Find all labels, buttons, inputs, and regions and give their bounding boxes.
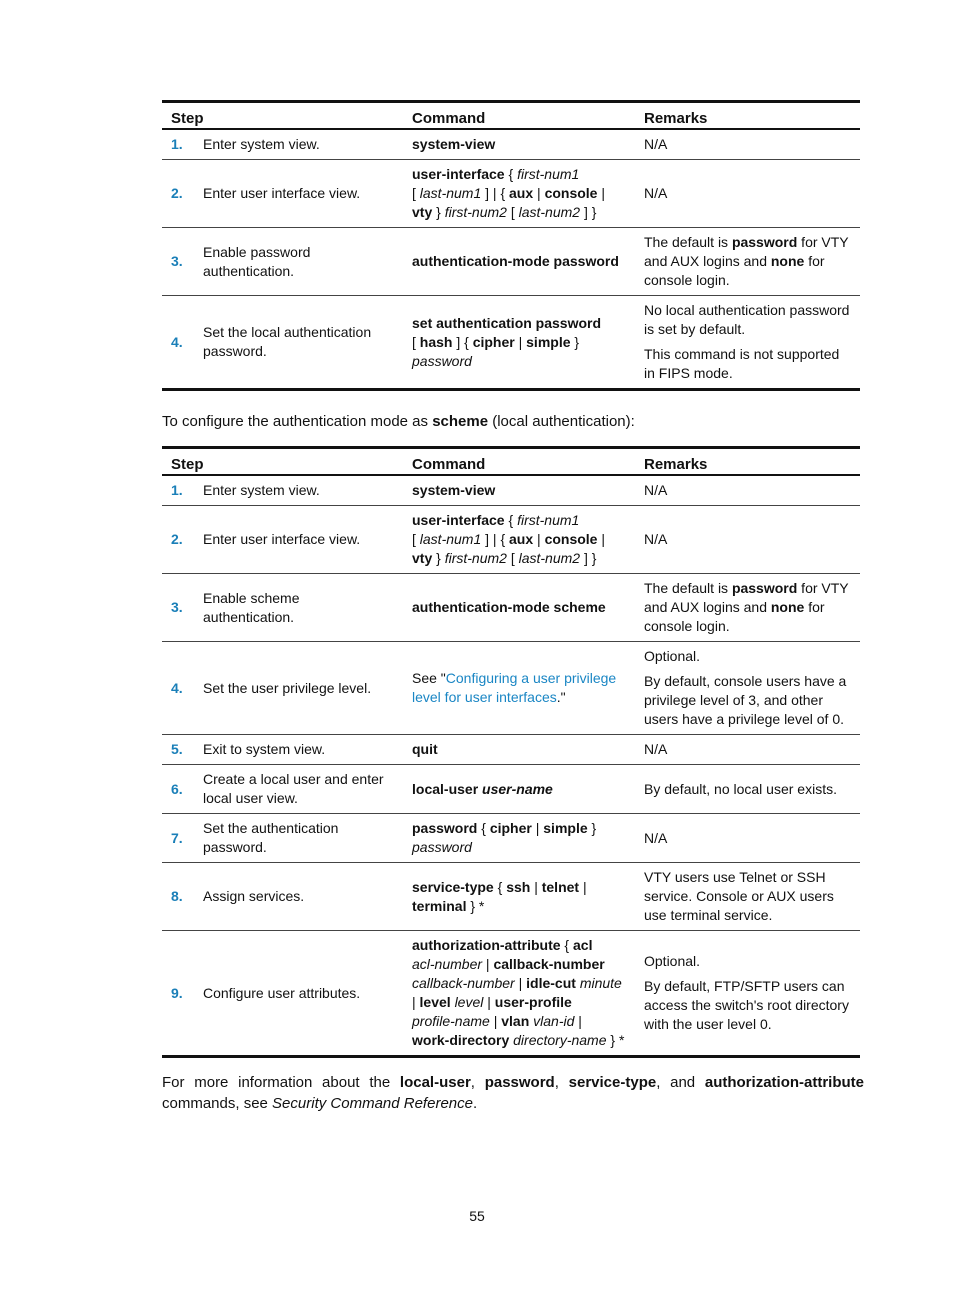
table-row xyxy=(162,863,860,931)
step-number: 4. xyxy=(171,679,183,696)
header-command: Command xyxy=(403,448,635,476)
command-cell xyxy=(403,931,635,1057)
text-run: ] | { xyxy=(481,185,510,201)
text-run: last-num1 xyxy=(419,185,482,201)
text-run: [ xyxy=(412,531,420,547)
remark-paragraph xyxy=(644,579,851,636)
text-run: | xyxy=(597,185,605,201)
table-row xyxy=(162,160,860,228)
step-number: 2. xyxy=(171,185,183,201)
table-row xyxy=(162,814,860,863)
text-run: console xyxy=(544,185,598,201)
text-run: set authentication password xyxy=(412,314,602,331)
text-run: Security Command Reference xyxy=(272,1095,473,1112)
remark-paragraph xyxy=(644,868,851,925)
text-run: For more information about the xyxy=(162,1074,400,1091)
step-description: Set the user privilege level. xyxy=(203,679,372,696)
text-run: | xyxy=(514,975,527,991)
text-run: | xyxy=(531,820,544,836)
step-cell xyxy=(162,931,403,1057)
table-row xyxy=(162,129,860,160)
text-run: simple xyxy=(543,820,588,836)
step-cell xyxy=(162,642,403,735)
text-run: aux xyxy=(509,185,534,201)
text-run: authorization-attribute xyxy=(412,937,561,953)
command-cell xyxy=(403,129,635,160)
command-cell xyxy=(403,228,635,296)
text-run: authentication-mode password xyxy=(412,253,619,269)
text-run: console xyxy=(544,531,598,547)
text-run: | xyxy=(412,994,420,1010)
step-number: 9. xyxy=(171,984,183,1001)
step-description: Set the authentication password. xyxy=(203,820,339,855)
text-run: work-directory xyxy=(412,1032,510,1048)
step-cell xyxy=(162,574,403,642)
header-step: Step xyxy=(162,102,403,130)
text-run: password xyxy=(412,820,478,836)
text-run: for VTY and AUX logins and xyxy=(644,580,849,615)
remark-paragraph xyxy=(644,345,851,383)
text-run: quit xyxy=(412,741,438,757)
text-run: telnet xyxy=(541,878,580,895)
text-run: { xyxy=(504,512,518,528)
step-cell xyxy=(162,296,403,390)
text-run: user-profile xyxy=(494,994,572,1010)
text-run: hash xyxy=(419,333,453,350)
table-header-row xyxy=(162,102,860,130)
remark-paragraph xyxy=(644,672,851,729)
text-run: { xyxy=(493,878,507,895)
text-run: local-user xyxy=(412,780,483,797)
text-run: system-view xyxy=(412,136,496,152)
remark-paragraph xyxy=(644,647,851,666)
text-run: first-num1 xyxy=(517,166,580,182)
text-run: last-num1 xyxy=(419,531,482,547)
text-run: none xyxy=(770,599,805,615)
scheme-intro-paragraph xyxy=(162,411,864,432)
remark-paragraph xyxy=(644,135,851,154)
password-auth-steps-table xyxy=(162,100,860,391)
more-information-paragraph xyxy=(162,1072,864,1114)
remark-paragraph xyxy=(644,481,851,500)
remark-paragraph xyxy=(644,740,851,759)
step-cell xyxy=(162,814,403,863)
text-run: , xyxy=(470,1074,485,1091)
text-run: By default, console users have a privilege level of 3, and other users have a privilege level of 0. xyxy=(644,673,847,727)
text-run: { xyxy=(504,166,518,182)
text-run: | xyxy=(482,956,494,972)
command-cell xyxy=(403,475,635,506)
text-run: password xyxy=(484,1074,555,1091)
remarks-cell xyxy=(635,506,860,574)
text-run: vlan-id xyxy=(533,1013,575,1029)
step-number: 1. xyxy=(171,136,183,152)
text-run: password xyxy=(731,580,798,596)
text-run: ." xyxy=(556,689,566,705)
text-run: Optional. xyxy=(644,953,701,969)
step-description: Enter user interface view. xyxy=(203,531,361,547)
step-cell xyxy=(162,765,403,814)
step-description: Enter user interface view. xyxy=(203,185,361,201)
remarks-cell xyxy=(635,228,860,296)
remarks-cell xyxy=(635,475,860,506)
text-run: service-type xyxy=(412,878,494,895)
text-run: user-interface xyxy=(412,512,505,528)
text-run: | xyxy=(533,185,545,201)
text-run: | xyxy=(597,531,605,547)
text-run: | xyxy=(489,1013,502,1029)
remarks-cell xyxy=(635,735,860,765)
text-run: none xyxy=(770,253,805,269)
command-cell xyxy=(403,735,635,765)
text-run: level xyxy=(419,994,451,1010)
step-number: 3. xyxy=(171,253,183,269)
remarks-cell xyxy=(635,765,860,814)
text-run: commands, see xyxy=(162,1095,273,1112)
text-run: profile-name xyxy=(412,1013,490,1029)
step-description: Enter system view. xyxy=(203,482,320,498)
text-run: | xyxy=(574,1013,582,1029)
text-run: callback-number xyxy=(412,975,515,991)
text-run: | xyxy=(514,333,527,350)
text-run: password xyxy=(412,839,472,855)
text-run: first-num1 xyxy=(517,512,580,528)
text-run: cipher xyxy=(489,820,532,836)
step-cell xyxy=(162,506,403,574)
text-run: authentication-mode scheme xyxy=(412,599,606,615)
remark-paragraph xyxy=(644,184,851,203)
page-number: 55 xyxy=(469,1208,485,1224)
table-row xyxy=(162,296,860,390)
remark-paragraph xyxy=(644,780,851,799)
text-run: (local authentication): xyxy=(488,413,635,430)
step-number: 5. xyxy=(171,741,183,757)
text-run: aux xyxy=(509,531,534,547)
step-number: 3. xyxy=(171,599,183,615)
step-description: Exit to system view. xyxy=(203,741,326,757)
command-cell xyxy=(403,642,635,735)
text-run: | xyxy=(530,878,542,895)
text-run: cipher xyxy=(472,333,515,350)
text-run: password xyxy=(731,234,798,250)
table-row xyxy=(162,574,860,642)
step-description: Configure user attributes. xyxy=(203,984,361,1001)
text-run: vty xyxy=(412,204,433,220)
text-run: directory-name xyxy=(513,1032,607,1048)
text-run: last-num2 xyxy=(518,550,581,566)
remark-paragraph xyxy=(644,952,851,971)
text-run: service-type xyxy=(568,1074,657,1091)
remarks-cell xyxy=(635,296,860,390)
header-command: Command xyxy=(403,102,635,130)
text-run: simple xyxy=(526,333,571,350)
text-run: [ xyxy=(412,185,420,201)
text-run: [ xyxy=(506,550,519,566)
step-number: 1. xyxy=(171,482,183,498)
text-run: N/A xyxy=(644,482,668,498)
text-run: user-interface xyxy=(412,166,505,182)
text-run: vty xyxy=(412,550,433,566)
text-run: N/A xyxy=(644,531,668,547)
scheme-auth-steps-table xyxy=(162,446,860,1058)
table-row xyxy=(162,475,860,506)
text-run: local-user xyxy=(399,1074,471,1091)
text-run: first-num2 xyxy=(444,204,507,220)
step-number: 2. xyxy=(171,531,183,547)
remark-paragraph xyxy=(644,530,851,549)
table-row xyxy=(162,931,860,1057)
step-cell xyxy=(162,160,403,228)
table-body xyxy=(162,129,860,390)
text-run: } * xyxy=(606,1032,625,1048)
text-run: first-num2 xyxy=(444,550,507,566)
text-run: terminal xyxy=(412,897,467,914)
text-run: ] } xyxy=(580,550,597,566)
text-run: vlan xyxy=(501,1013,530,1029)
command-cell xyxy=(403,765,635,814)
text-run: { xyxy=(477,820,490,836)
text-run: Optional. xyxy=(644,648,701,664)
header-remarks: Remarks xyxy=(635,102,860,130)
step-cell xyxy=(162,863,403,931)
remarks-cell xyxy=(635,814,860,863)
text-run: user-name xyxy=(482,780,553,797)
text-run: acl-number xyxy=(412,956,483,972)
text-run: To configure the authentication mode as xyxy=(162,413,433,430)
step-cell xyxy=(162,735,403,765)
text-run: VTY users use Telnet or SSH service. Console or AUX users use terminal service. xyxy=(644,869,834,923)
command-cell xyxy=(403,863,635,931)
header-step: Step xyxy=(162,448,403,476)
text-run: | xyxy=(533,531,545,547)
text-run: scheme xyxy=(432,413,489,430)
step-number: 8. xyxy=(171,888,183,904)
remark-paragraph xyxy=(644,977,851,1034)
step-number: 4. xyxy=(171,333,183,350)
text-run: } xyxy=(432,204,445,220)
text-run: level xyxy=(454,994,484,1010)
table-row xyxy=(162,642,860,735)
remarks-cell xyxy=(635,160,860,228)
text-run: ] { xyxy=(452,333,473,350)
remark-paragraph xyxy=(644,829,851,848)
text-run: ] } xyxy=(580,204,597,220)
text-run: } xyxy=(432,550,445,566)
text-run: idle-cut xyxy=(526,975,576,991)
table-row xyxy=(162,506,860,574)
text-run: ssh xyxy=(506,878,531,895)
text-run: [ xyxy=(506,204,519,220)
text-run: password xyxy=(412,352,472,369)
text-run: callback-number xyxy=(493,956,605,972)
step-number: 7. xyxy=(171,829,183,846)
text-run: for VTY and AUX logins and xyxy=(644,234,849,269)
step-description: Enable password authentication. xyxy=(203,243,311,279)
command-cell xyxy=(403,506,635,574)
text-run: N/A xyxy=(644,185,668,201)
remark-paragraph xyxy=(644,233,851,290)
text-run: system-view xyxy=(412,482,496,498)
step-cell xyxy=(162,228,403,296)
command-cell xyxy=(403,574,635,642)
text-run: { xyxy=(560,937,574,953)
remarks-cell xyxy=(635,574,860,642)
step-cell xyxy=(162,475,403,506)
text-run: N/A xyxy=(644,829,668,846)
text-run: } xyxy=(570,333,580,350)
text-run: ] | { xyxy=(481,531,510,547)
table-row xyxy=(162,735,860,765)
table-body xyxy=(162,475,860,1057)
text-run: last-num2 xyxy=(518,204,581,220)
text-run: By default, no local user exists. xyxy=(644,780,837,797)
text-run: | xyxy=(483,994,495,1010)
remarks-cell xyxy=(635,129,860,160)
table-row xyxy=(162,765,860,814)
step-description: Enter system view. xyxy=(203,136,320,152)
text-run: authorization-attribute xyxy=(704,1074,865,1091)
step-description: Enable scheme authentication. xyxy=(203,589,300,625)
header-remarks: Remarks xyxy=(635,448,860,476)
step-description: Assign services. xyxy=(203,888,305,904)
remark-paragraph xyxy=(644,301,851,339)
text-run: The default is xyxy=(644,580,732,596)
text-run: acl xyxy=(573,937,593,953)
command-cell xyxy=(403,814,635,863)
step-description: Set the local authentication password. xyxy=(203,324,372,359)
text-run: for console login. xyxy=(644,599,825,634)
step-cell xyxy=(162,129,403,160)
text-run: N/A xyxy=(644,136,668,152)
text-run: for console login. xyxy=(644,253,825,288)
command-cell xyxy=(403,296,635,390)
command-cell xyxy=(403,160,635,228)
text-run: } * xyxy=(466,897,485,914)
step-number: 6. xyxy=(171,780,183,797)
remarks-cell xyxy=(635,642,860,735)
text-run: No local authentication password is set by default. xyxy=(644,302,850,337)
remarks-cell xyxy=(635,863,860,931)
text-run: The default is xyxy=(644,234,732,250)
text-run: By default, FTP/SFTP users can access the switch's root directory with the user level 0. xyxy=(644,978,849,1032)
table-row xyxy=(162,228,860,296)
text-run: . xyxy=(472,1095,478,1112)
text-run: This command is not supported in FIPS mode. xyxy=(644,346,840,381)
text-run: | xyxy=(579,878,587,895)
text-run: minute xyxy=(579,975,622,991)
text-run: N/A xyxy=(644,741,668,757)
text-run: } xyxy=(587,820,597,836)
text-run: , xyxy=(554,1074,569,1091)
remarks-cell xyxy=(635,931,860,1057)
table-header-row xyxy=(162,448,860,476)
text-run: See " xyxy=(412,670,446,686)
text-run: [ xyxy=(412,333,420,350)
cross-reference-link[interactable]: Configuring a user privilege level for user interfaces xyxy=(412,670,617,705)
step-description: Create a local user and enter local user view. xyxy=(203,771,384,806)
text-run: , and xyxy=(656,1074,705,1091)
